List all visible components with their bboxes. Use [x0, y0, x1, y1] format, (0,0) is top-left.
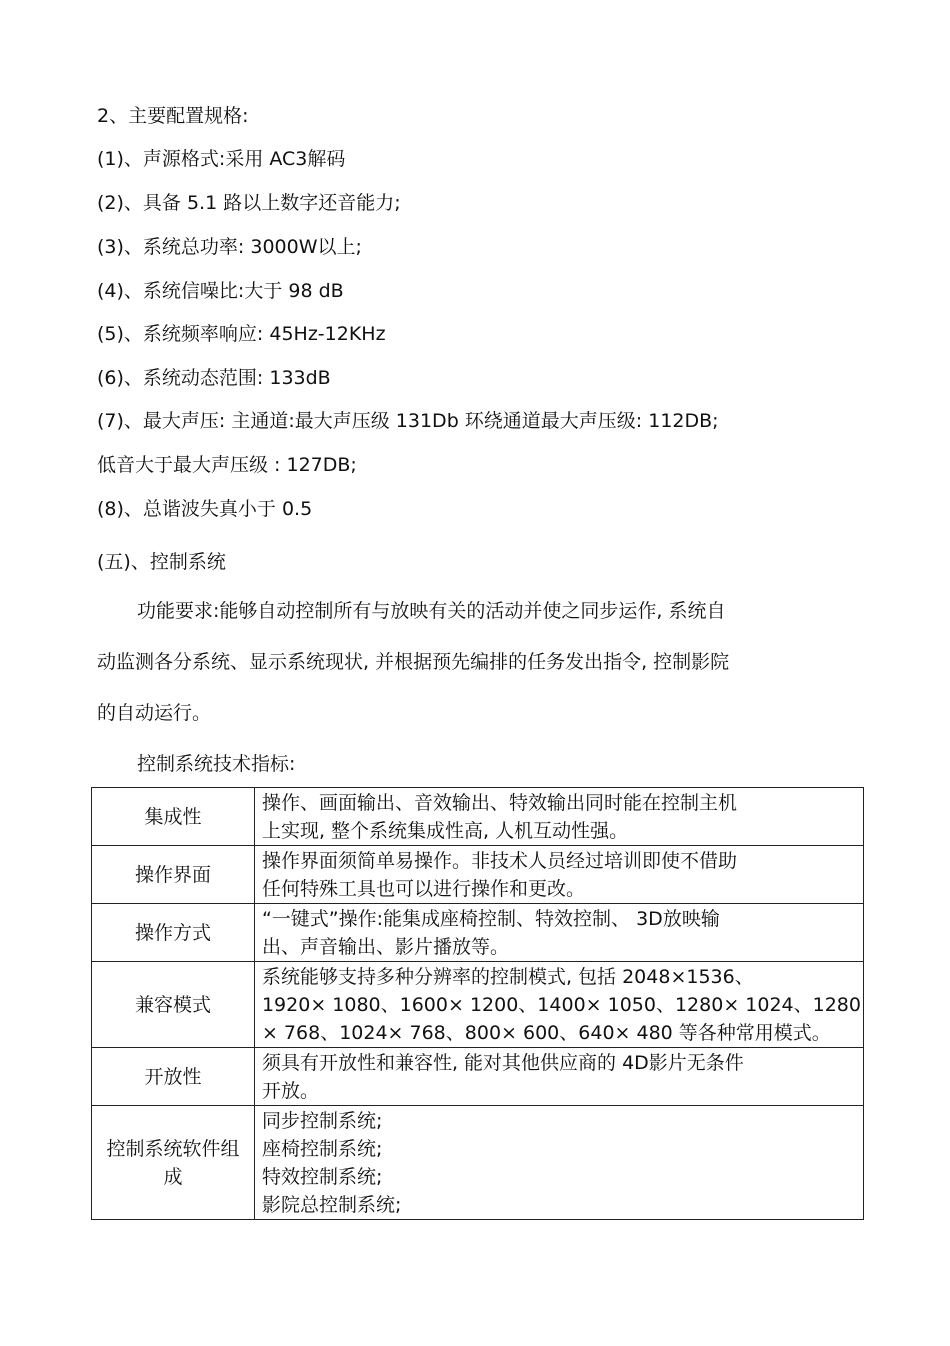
spec-heading: 2、主要配置规格: [97, 105, 249, 127]
table-row [92, 904, 864, 962]
spec-item-3: (3)、系统总功率: 3000W以上; [97, 236, 362, 258]
row-value: 操作界面须简单易操作。非技术人员经过培训即使不借助 任何特殊工具也可以进行操作和更改。 [254, 846, 863, 904]
row-key: 控制系统软件组成 [92, 1106, 255, 1220]
row-key: 操作方式 [92, 904, 255, 962]
row-key: 集成性 [92, 788, 255, 846]
row-value: 系统能够支持多种分辨率的控制模式, 包括 2048×1536、 1920× 1080、1600× 1200、1400× 1050、1280× 1024、1280 × 768、1024× 768、800× 600、640× 480 等各种常用模式。 [254, 962, 863, 1048]
row-key: 开放性 [92, 1048, 255, 1106]
spec-item-5: (5)、系统频率响应: 45Hz-12KHz [97, 323, 386, 345]
spec-item-7: (7)、最大声压: 主通道:最大声压级 131Db 环绕通道最大声压级: 112DB; [97, 410, 719, 432]
spec-item-1: (1)、声源格式:采用 AC3解码 [97, 148, 346, 170]
row-value: 同步控制系统; 座椅控制系统; 特效控制系统; 影院总控制系统; [254, 1106, 863, 1220]
table-row [92, 1106, 864, 1220]
section-title: (五)、控制系统 [97, 551, 226, 573]
row-value: “一键式”操作:能集成座椅控制、特效控制、 3D放映输 出、声音输出、影片播放等。 [254, 904, 863, 962]
row-key: 兼容模式 [92, 962, 255, 1048]
row-value: 操作、画面输出、音效输出、特效输出同时能在控制主机 上实现, 整个系统集成性高, 人机互动性强。 [254, 788, 863, 846]
func-line-2: 动监测各分系统、显示系统现状, 并根据预先编排的任务发出指令, 控制影院 [97, 651, 730, 673]
spec-item-4: (4)、系统信噪比:大于 98 dB [97, 280, 344, 302]
table-row [92, 1048, 864, 1106]
table-row [92, 962, 864, 1048]
spec-item-2: (2)、具备 5.1 路以上数字还音能力; [97, 192, 401, 214]
spec-item-7-cont: 低音大于最大声压级 : 127DB; [97, 454, 357, 476]
table-row [92, 846, 864, 904]
row-value: 须具有开放性和兼容性, 能对其他供应商的 4D影片无条件 开放。 [254, 1048, 863, 1106]
spec-table [91, 787, 864, 1220]
spec-item-6: (6)、系统动态范围: 133dB [97, 367, 331, 389]
func-line-1: 功能要求:能够自动控制所有与放映有关的活动并使之同步运作, 系统自 [137, 600, 726, 622]
row-key: 操作界面 [92, 846, 255, 904]
func-line-3: 的自动运行。 [97, 702, 212, 724]
table-intro: 控制系统技术指标: [137, 753, 296, 775]
spec-item-8: (8)、总谐波失真小于 0.5 [97, 498, 313, 520]
table-row [92, 788, 864, 846]
